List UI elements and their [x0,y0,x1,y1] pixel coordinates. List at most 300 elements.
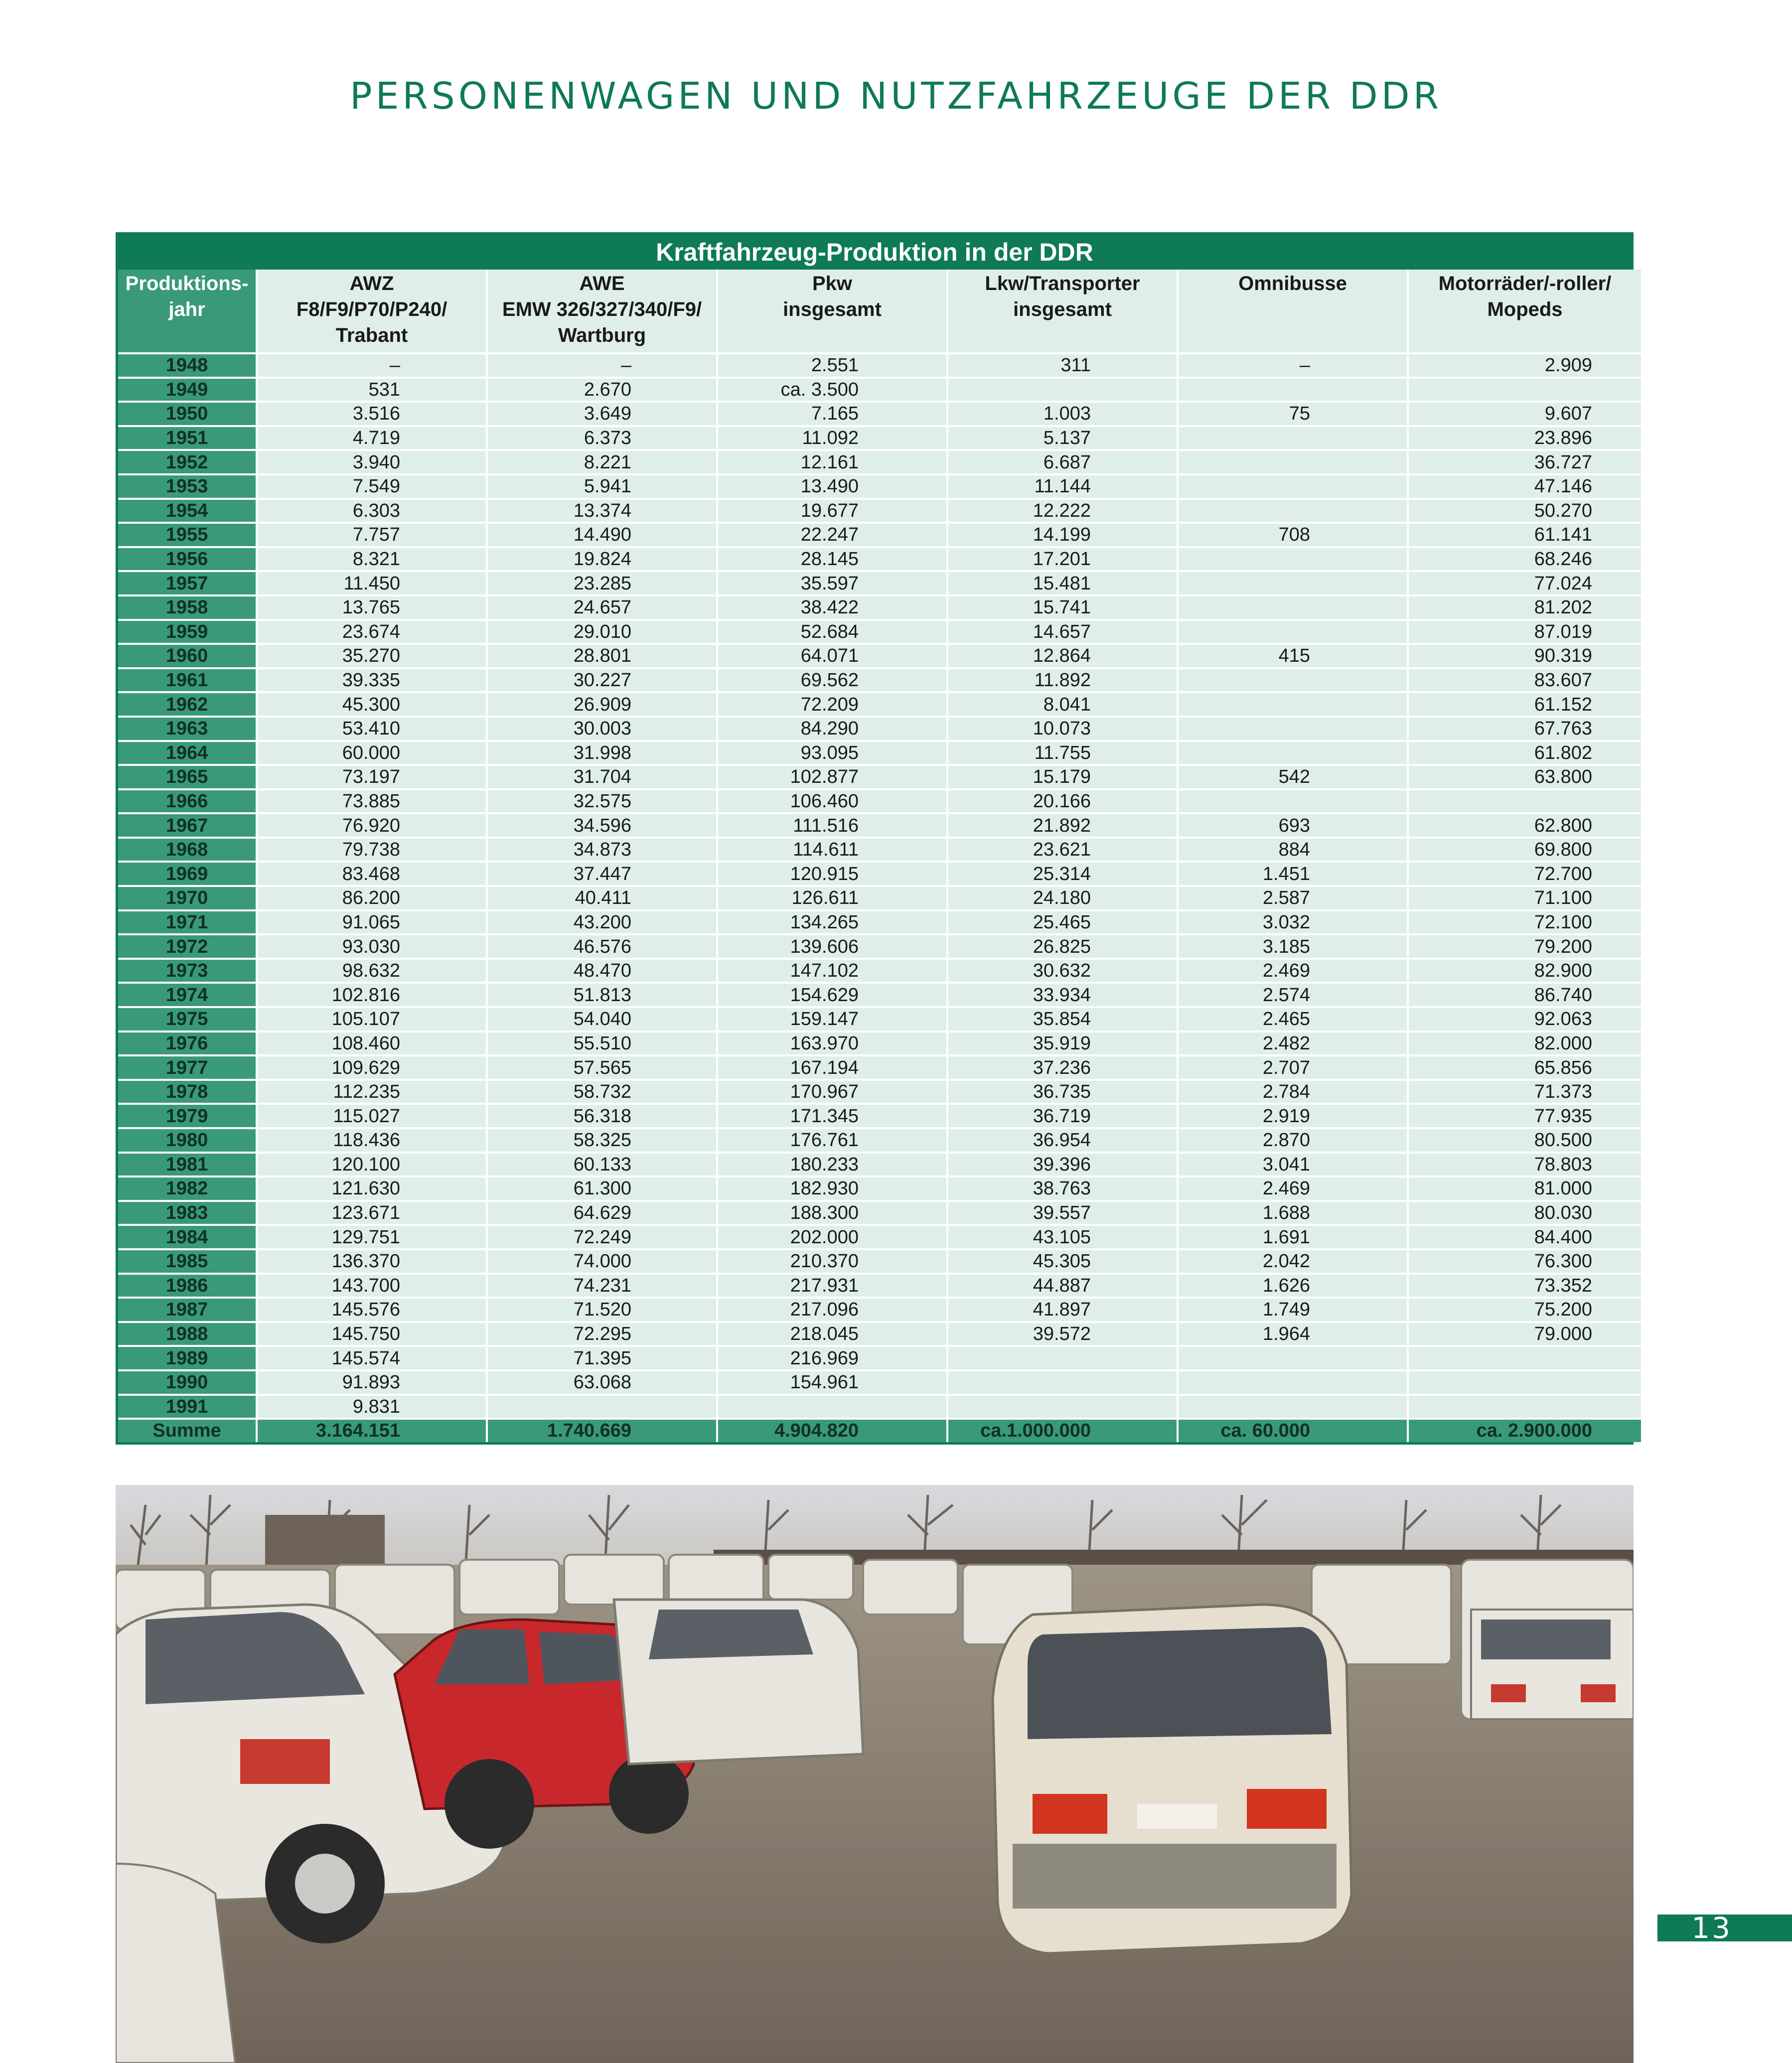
value-cell: 2.465 [1179,1006,1409,1031]
value-cell [1179,473,1409,498]
value-cell: 36.954 [948,1127,1179,1152]
year-cell: 1950 [118,401,258,425]
value-cell: 76.300 [1409,1248,1641,1273]
value-cell: 73.197 [258,764,488,788]
value-cell: 14.657 [948,619,1179,643]
value-cell: 218.045 [718,1321,948,1345]
table-row [118,425,1641,449]
value-cell: 98.632 [258,958,488,982]
year-cell: 1964 [118,740,258,764]
value-cell: ca. 3.500 [718,377,948,401]
value-cell: 2.670 [488,377,718,401]
value-cell: 34.596 [488,812,718,837]
value-cell: 7.549 [258,473,488,498]
value-cell: 31.704 [488,764,718,788]
value-cell: 542 [1179,764,1409,788]
sum-value: 3.164.151 [258,1418,488,1442]
value-cell: 106.460 [718,788,948,813]
value-cell [1179,377,1409,401]
year-cell: 1971 [118,909,258,934]
year-cell: 1974 [118,982,258,1006]
value-cell: 72.295 [488,1321,718,1345]
year-cell: 1977 [118,1054,258,1079]
value-cell: 154.961 [718,1369,948,1394]
value-cell: 7.165 [718,401,948,425]
table-row [118,1369,1641,1394]
value-cell: 38.422 [718,594,948,619]
value-cell: 36.719 [948,1103,1179,1127]
value-cell: 2.870 [1179,1127,1409,1152]
value-cell: 72.249 [488,1224,718,1248]
year-cell: 1988 [118,1321,258,1345]
table-row [118,764,1641,788]
value-cell: 217.931 [718,1273,948,1297]
value-cell: 57.565 [488,1054,718,1079]
value-cell: 22.247 [718,522,948,546]
year-cell: 1982 [118,1176,258,1200]
value-cell: 55.510 [488,1031,718,1055]
value-cell: 123.671 [258,1200,488,1224]
value-cell: 105.107 [258,1006,488,1031]
year-cell: 1955 [118,522,258,546]
value-cell: 5.137 [948,425,1179,449]
value-cell: 2.042 [1179,1248,1409,1273]
value-cell: 1.691 [1179,1224,1409,1248]
value-cell: 7.757 [258,522,488,546]
value-cell: 2.551 [718,352,948,377]
value-cell: 102.877 [718,764,948,788]
value-cell: 109.629 [258,1054,488,1079]
year-cell: 1980 [118,1127,258,1152]
value-cell: 2.482 [1179,1031,1409,1055]
table-row [118,473,1641,498]
table-row [118,691,1641,716]
value-cell [1179,1345,1409,1369]
value-cell: 171.345 [718,1103,948,1127]
table-row [118,958,1641,982]
table-row [118,1273,1641,1297]
year-cell: 1967 [118,812,258,837]
value-cell: 36.735 [948,1079,1179,1103]
value-cell [1179,570,1409,594]
value-cell: 167.194 [718,1054,948,1079]
value-cell: 40.411 [488,885,718,909]
value-cell: 102.816 [258,982,488,1006]
value-cell [948,1369,1179,1394]
table-row [118,449,1641,473]
table-row [118,1054,1641,1079]
value-cell: 72.209 [718,691,948,716]
year-cell: 1984 [118,1224,258,1248]
table-row [118,498,1641,522]
table-title: Kraftfahrzeug-Produktion in der DDR [656,238,1093,266]
value-cell: 63.068 [488,1369,718,1394]
value-cell: 3.185 [1179,933,1409,958]
year-cell: 1990 [118,1369,258,1394]
value-cell: 81.202 [1409,594,1641,619]
value-cell: 11.144 [948,473,1179,498]
value-cell: 46.576 [488,933,718,958]
value-cell: 72.700 [1409,861,1641,885]
value-cell: 29.010 [488,619,718,643]
value-cell: 180.233 [718,1152,948,1176]
column-header: AWZ F8/F9/P70/P240/ Trabant [258,270,488,352]
value-cell: 2.574 [1179,982,1409,1006]
value-cell: 5.941 [488,473,718,498]
value-cell: 90.319 [1409,643,1641,667]
year-cell: 1979 [118,1103,258,1127]
value-cell [948,1345,1179,1369]
value-cell: – [1179,352,1409,377]
value-cell: 77.024 [1409,570,1641,594]
value-cell: 67.763 [1409,716,1641,740]
value-cell: 9.607 [1409,401,1641,425]
value-cell: 53.410 [258,716,488,740]
value-cell: 35.919 [948,1031,1179,1055]
value-cell: 11.892 [948,667,1179,692]
value-cell: 2.909 [1409,352,1641,377]
value-cell: 64.071 [718,643,948,667]
value-cell [1179,594,1409,619]
value-cell: 1.451 [1179,861,1409,885]
value-cell: 108.460 [258,1031,488,1055]
value-cell: 60.000 [258,740,488,764]
column-header: Pkw insgesamt [718,270,948,352]
value-cell: 120.100 [258,1152,488,1176]
column-header: Omnibusse [1179,270,1409,352]
value-cell: 154.629 [718,982,948,1006]
value-cell [718,1394,948,1418]
value-cell: 30.003 [488,716,718,740]
value-cell: 3.649 [488,401,718,425]
value-cell: 25.314 [948,861,1179,885]
value-cell: 2.784 [1179,1079,1409,1103]
value-cell: 93.095 [718,740,948,764]
year-cell: 1981 [118,1152,258,1176]
value-cell: 30.227 [488,667,718,692]
value-cell: 3.032 [1179,909,1409,934]
value-cell: 11.092 [718,425,948,449]
value-cell: 71.100 [1409,885,1641,909]
value-cell: 159.147 [718,1006,948,1031]
value-cell: 145.750 [258,1321,488,1345]
table-row [118,522,1641,546]
value-cell: 13.765 [258,594,488,619]
value-cell: 121.630 [258,1176,488,1200]
value-cell: 32.575 [488,788,718,813]
value-cell: 111.516 [718,812,948,837]
value-cell: 35.854 [948,1006,1179,1031]
value-cell: 13.374 [488,498,718,522]
sum-value: 4.904.820 [718,1418,948,1442]
table-row [118,740,1641,764]
value-cell: 188.300 [718,1200,948,1224]
value-cell: 31.998 [488,740,718,764]
year-cell: 1968 [118,837,258,861]
value-cell: 91.065 [258,909,488,934]
value-cell: 170.967 [718,1079,948,1103]
value-cell: 15.179 [948,764,1179,788]
value-cell: 12.864 [948,643,1179,667]
table-row [118,643,1641,667]
value-cell: 3.516 [258,401,488,425]
table-row [118,1103,1641,1127]
table-row [118,570,1641,594]
value-cell: 71.395 [488,1345,718,1369]
table-row [118,861,1641,885]
value-cell: 217.096 [718,1297,948,1321]
value-cell [1179,619,1409,643]
value-cell: 52.684 [718,619,948,643]
table-row [118,1031,1641,1055]
value-cell: 23.285 [488,570,718,594]
value-cell: 81.000 [1409,1176,1641,1200]
year-cell: 1948 [118,352,258,377]
sum-row [118,1418,1641,1442]
value-cell: 79.000 [1409,1321,1641,1345]
value-cell [1179,788,1409,813]
table-row [118,352,1641,377]
value-cell: 25.465 [948,909,1179,934]
year-cell: 1957 [118,570,258,594]
value-cell [1179,498,1409,522]
year-cell: 1963 [118,716,258,740]
value-cell: 56.318 [488,1103,718,1127]
value-cell: 216.969 [718,1345,948,1369]
value-cell: 17.201 [948,546,1179,571]
value-cell [1179,716,1409,740]
year-cell: 1978 [118,1079,258,1103]
value-cell: 43.105 [948,1224,1179,1248]
value-cell [1409,1345,1641,1369]
year-cell: 1954 [118,498,258,522]
value-cell: 39.396 [948,1152,1179,1176]
value-cell: 8.321 [258,546,488,571]
year-cell: 1987 [118,1297,258,1321]
value-cell: 69.562 [718,667,948,692]
table-row [118,377,1641,401]
value-cell: 26.909 [488,691,718,716]
value-cell: 126.611 [718,885,948,909]
value-cell [1179,1369,1409,1394]
value-cell: 1.626 [1179,1273,1409,1297]
table-row [118,1297,1641,1321]
value-cell: 6.303 [258,498,488,522]
value-cell: 708 [1179,522,1409,546]
table-row [118,1200,1641,1224]
value-cell: 37.447 [488,861,718,885]
value-cell: 311 [948,352,1179,377]
value-cell [1409,377,1641,401]
value-cell: 73.885 [258,788,488,813]
value-cell: 884 [1179,837,1409,861]
table-row [118,1079,1641,1103]
value-cell: 1.749 [1179,1297,1409,1321]
table-row [118,982,1641,1006]
year-cell: 1985 [118,1248,258,1273]
value-cell: 23.674 [258,619,488,643]
value-cell: 2.469 [1179,958,1409,982]
value-cell: 12.222 [948,498,1179,522]
value-cell: 41.897 [948,1297,1179,1321]
value-cell: 21.892 [948,812,1179,837]
value-cell: 33.934 [948,982,1179,1006]
value-cell: – [258,352,488,377]
table-row [118,1248,1641,1273]
value-cell: 84.290 [718,716,948,740]
value-cell: 20.166 [948,788,1179,813]
year-cell: 1953 [118,473,258,498]
value-cell: 139.606 [718,933,948,958]
value-cell [1179,425,1409,449]
value-cell: 34.873 [488,837,718,861]
value-cell: 163.970 [718,1031,948,1055]
value-cell: 1.003 [948,401,1179,425]
value-cell: 83.607 [1409,667,1641,692]
sum-value: ca. 60.000 [1179,1418,1409,1442]
value-cell: 14.490 [488,522,718,546]
value-cell: 35.270 [258,643,488,667]
value-cell: 11.450 [258,570,488,594]
value-cell: 36.727 [1409,449,1641,473]
value-cell: 39.572 [948,1321,1179,1345]
year-cell: 1991 [118,1394,258,1418]
table-row [118,619,1641,643]
year-cell: 1951 [118,425,258,449]
value-cell: 23.896 [1409,425,1641,449]
value-cell: 61.300 [488,1176,718,1200]
value-cell: 176.761 [718,1127,948,1152]
year-cell: 1972 [118,933,258,958]
value-cell: 86.200 [258,885,488,909]
value-cell: 134.265 [718,909,948,934]
year-cell: 1960 [118,643,258,667]
table-body [118,352,1641,1442]
year-cell: 1959 [118,619,258,643]
value-cell: 15.481 [948,570,1179,594]
value-cell: 74.231 [488,1273,718,1297]
value-cell: 54.040 [488,1006,718,1031]
table-row [118,401,1641,425]
year-cell: 1952 [118,449,258,473]
value-cell: 82.000 [1409,1031,1641,1055]
table-row [118,667,1641,692]
value-cell [948,1394,1179,1418]
value-cell: 68.246 [1409,546,1641,571]
value-cell: 72.100 [1409,909,1641,934]
table-row [118,1321,1641,1345]
value-cell: 61.152 [1409,691,1641,716]
value-cell: 71.373 [1409,1079,1641,1103]
value-cell: 8.221 [488,449,718,473]
column-header: AWE EMW 326/327/340/F9/ Wartburg [488,270,718,352]
year-cell: 1949 [118,377,258,401]
value-cell: 87.019 [1409,619,1641,643]
value-cell [1179,740,1409,764]
column-header: Lkw/Transporter insgesamt [948,270,1179,352]
value-cell: 80.500 [1409,1127,1641,1152]
year-cell: 1961 [118,667,258,692]
value-cell: 2.587 [1179,885,1409,909]
value-cell: 19.677 [718,498,948,522]
value-cell: 693 [1179,812,1409,837]
value-cell: 65.856 [1409,1054,1641,1079]
value-cell: 51.813 [488,982,718,1006]
sum-value: 1.740.669 [488,1418,718,1442]
table-row [118,1152,1641,1176]
value-cell: 79.200 [1409,933,1641,958]
value-cell [1179,1394,1409,1418]
value-cell: 38.763 [948,1176,1179,1200]
table-row [118,594,1641,619]
value-cell: 64.629 [488,1200,718,1224]
value-cell: 136.370 [258,1248,488,1273]
value-cell: – [488,352,718,377]
table-row [118,1224,1641,1248]
value-cell: 28.801 [488,643,718,667]
value-cell: 120.915 [718,861,948,885]
value-cell: 147.102 [718,958,948,982]
year-cell: 1989 [118,1345,258,1369]
table-row [118,788,1641,813]
value-cell: 9.831 [258,1394,488,1418]
value-cell: 43.200 [488,909,718,934]
value-cell: 15.741 [948,594,1179,619]
table-row [118,546,1641,571]
value-cell: 75 [1179,401,1409,425]
table-header-row [118,270,1641,352]
table-row [118,716,1641,740]
production-table [118,270,1641,1442]
parked-cars-illustration [116,1485,1634,2063]
value-cell: 75.200 [1409,1297,1641,1321]
sum-value: ca.1.000.000 [948,1418,1179,1442]
value-cell: 118.436 [258,1127,488,1152]
value-cell: 6.373 [488,425,718,449]
value-cell [1179,449,1409,473]
value-cell [1179,667,1409,692]
year-cell: 1958 [118,594,258,619]
value-cell: 112.235 [258,1079,488,1103]
table-row [118,1006,1641,1031]
table-row [118,1394,1641,1418]
value-cell [948,377,1179,401]
value-cell: 531 [258,377,488,401]
value-cell: 77.935 [1409,1103,1641,1127]
table-row [118,812,1641,837]
value-cell: 115.027 [258,1103,488,1127]
value-cell: 3.041 [1179,1152,1409,1176]
table-row [118,909,1641,934]
value-cell: 182.930 [718,1176,948,1200]
value-cell: 69.800 [1409,837,1641,861]
value-cell: 62.800 [1409,812,1641,837]
value-cell: 28.145 [718,546,948,571]
value-cell: 14.199 [948,522,1179,546]
value-cell: 79.738 [258,837,488,861]
value-cell: 210.370 [718,1248,948,1273]
year-cell: 1956 [118,546,258,571]
production-table-container [116,232,1634,1445]
value-cell: 47.146 [1409,473,1641,498]
value-cell: 24.180 [948,885,1179,909]
value-cell [1179,691,1409,716]
value-cell: 129.751 [258,1224,488,1248]
value-cell: 13.490 [718,473,948,498]
value-cell: 86.740 [1409,982,1641,1006]
value-cell: 114.611 [718,837,948,861]
value-cell: 2.919 [1179,1103,1409,1127]
